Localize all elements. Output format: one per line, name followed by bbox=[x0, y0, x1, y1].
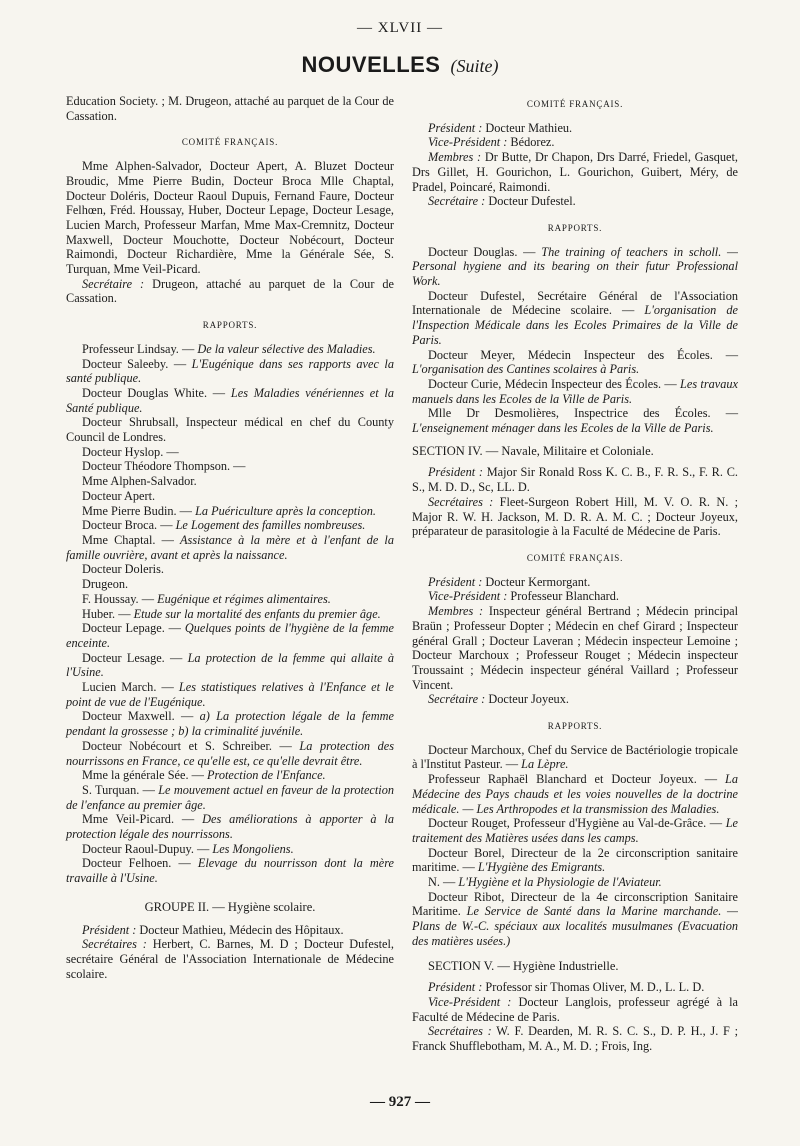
left-report-list bbox=[66, 342, 394, 886]
report-author: Drugeon. bbox=[82, 577, 129, 592]
report-title: Le Service de Santé dans la Marine marchande. — Plans de W.-C. spéciaux aux localités musulmanes (Evacuation des matières usées.) bbox=[412, 904, 738, 948]
report-title: Les travaux manuels dans les Ecoles de la Ville de Paris. bbox=[412, 376, 738, 406]
report-author: Docteur Apert. bbox=[82, 488, 156, 503]
label: Membres : bbox=[428, 604, 484, 619]
intro-text: Education Society. ; M. Drugeon, attaché au parquet de la Cour de Cassation. bbox=[66, 94, 394, 123]
report-entry bbox=[412, 890, 738, 949]
report-entry bbox=[412, 772, 738, 816]
value: Drugeon, attaché au parquet de la Cour de Cassation. bbox=[66, 276, 395, 306]
s5-secretaries bbox=[412, 1024, 738, 1053]
report-title: L'enseignement ménager dans les Ecoles de la Ville de Paris. bbox=[412, 421, 714, 436]
groupe-secretaries bbox=[66, 937, 394, 981]
report-author: Docteur Curie, Médecin Inspecteur des Écoles. — bbox=[428, 376, 677, 391]
report-author: Lucien March. — bbox=[82, 680, 174, 695]
s4-report-list bbox=[412, 743, 738, 949]
report-author: Docteur Douglas. — bbox=[428, 244, 536, 259]
report-entry bbox=[66, 592, 394, 607]
report-title: La protection des nourrissons en France, ce qu'elle est, ce qu'elle devrait être. bbox=[66, 738, 394, 768]
secretary-line bbox=[412, 194, 738, 209]
s4-rapports-heading: RAPPORTS. bbox=[547, 721, 603, 732]
report-entry bbox=[66, 768, 394, 783]
value: Docteur Mathieu. bbox=[485, 120, 573, 135]
report-entry bbox=[412, 743, 738, 772]
s5-vp bbox=[412, 995, 738, 1024]
report-title: L'organisation de l'Inspection Médicale dans les Ecoles Primaires de la Ville de Paris. bbox=[412, 303, 738, 347]
report-author: Docteur Saleeby. — bbox=[82, 356, 187, 371]
label: Secrétaires : bbox=[428, 1024, 492, 1039]
report-entry bbox=[412, 875, 738, 890]
report-entry bbox=[66, 680, 394, 709]
label: Président : bbox=[428, 574, 483, 589]
report-author: Docteur Lepage. — bbox=[82, 621, 181, 636]
report-author: Docteur Rouget, Professeur d'Hygiène au Val-de-Grâce. — bbox=[428, 816, 723, 831]
report-title: Les Mongoliens. bbox=[212, 841, 294, 856]
report-author: Huber. — bbox=[82, 606, 131, 621]
report-author: S. Turquan. — bbox=[82, 782, 155, 797]
report-entry bbox=[66, 357, 394, 386]
value: Docteur Langlois, professeur agrégé à la Faculté de Médecine de Paris. bbox=[412, 994, 739, 1024]
report-title: Protection de l'Enfance. bbox=[206, 768, 326, 783]
label: Vice-Président : bbox=[428, 994, 512, 1009]
report-author: F. Houssay. — bbox=[82, 591, 155, 606]
report-title: L'Hygiène et la Physiologie de l'Aviateur. bbox=[458, 875, 662, 890]
report-author: Docteur Nobécourt et S. Schreiber. — bbox=[82, 738, 292, 753]
report-entry bbox=[412, 816, 738, 845]
members-line bbox=[412, 150, 738, 194]
s4-secretaries bbox=[412, 495, 738, 539]
title-suffix: (Suite) bbox=[450, 56, 499, 76]
report-entry bbox=[66, 709, 394, 738]
label: Vice-Président : bbox=[428, 135, 508, 150]
report-entry bbox=[412, 245, 738, 289]
comite-secretary bbox=[66, 277, 394, 306]
report-author: Docteur Hyslop. — bbox=[82, 444, 179, 459]
label: Secrétaires : bbox=[82, 937, 147, 952]
report-author: Docteur Meyer, Médecin Inspecteur des Écoles. — bbox=[428, 347, 738, 362]
report-title: La Lèpre. bbox=[521, 757, 569, 772]
report-entry bbox=[66, 783, 394, 812]
value: Bédorez. bbox=[510, 135, 555, 150]
report-author: Docteur Doleris. bbox=[82, 562, 164, 577]
value: Docteur Mathieu, Médecin des Hôpitaux. bbox=[139, 922, 344, 937]
page-title bbox=[0, 52, 800, 78]
report-author: Mme Pierre Budin. — bbox=[82, 503, 192, 518]
comite-heading: COMITÉ FRANÇAIS. bbox=[181, 137, 279, 148]
report-author: Docteur Dufestel, Secrétaire Général de l'Association Internationale de Médecine scolaire. — bbox=[412, 288, 738, 318]
report-entry bbox=[66, 445, 394, 460]
section-iv-heading: SECTION IV. — Navale, Militaire et Coloniale. bbox=[412, 443, 654, 458]
report-author: Professeur Raphaël Blanchard et Docteur Joyeux. — bbox=[428, 772, 718, 787]
value: Herbert, C. Barnes, M. D ; Docteur Dufestel, secrétaire Général de l'Association Internationale de Médecine scolaire. bbox=[66, 937, 394, 981]
report-entry bbox=[66, 651, 394, 680]
label: Secrétaires : bbox=[428, 494, 494, 509]
rapports-heading: RAPPORTS. bbox=[547, 222, 603, 233]
report-author: Docteur Broca. — bbox=[82, 518, 173, 533]
value: Professor sir Thomas Oliver, M. D., L. L. D. bbox=[485, 980, 705, 995]
vice-president-line bbox=[412, 135, 738, 150]
label: Président : bbox=[428, 465, 483, 480]
report-author: Docteur Raoul-Dupuy. — bbox=[82, 841, 210, 856]
report-title: La Médecine des Pays chauds et les voies nouvelles de la doctrine médicale. — Les Arthropodes et la transmission des Maladies. bbox=[412, 772, 738, 816]
label: Vice-Président : bbox=[428, 589, 508, 604]
left-column bbox=[66, 94, 394, 981]
report-entry bbox=[66, 415, 394, 444]
report-title: L'organisation des Cantines scolaires à Paris. bbox=[412, 362, 640, 377]
label: Membres : bbox=[428, 150, 482, 165]
report-entry bbox=[66, 577, 394, 592]
report-title: Etude sur la mortalité des enfants du premier âge. bbox=[133, 606, 381, 621]
report-author: Docteur Maxwell. — bbox=[82, 709, 194, 724]
report-author: Mme Chaptal. — bbox=[82, 532, 174, 547]
s4-cf-members bbox=[412, 604, 738, 692]
comite-heading: COMITÉ FRANÇAIS. bbox=[526, 99, 624, 109]
report-author: Docteur Théodore Thompson. — bbox=[82, 459, 246, 474]
label: Président : bbox=[82, 922, 137, 937]
report-title: Assistance à la mère et à l'enfant de la famille ouvrière, avant et après la naissance. bbox=[66, 532, 394, 562]
report-entry bbox=[412, 348, 738, 377]
report-title: Les Maladies vénériennes et la Santé publique. bbox=[66, 385, 394, 415]
report-entry bbox=[66, 812, 394, 841]
value: Docteur Dufestel. bbox=[488, 194, 576, 209]
report-entry bbox=[66, 842, 394, 857]
report-title: Les statistiques relatives à l'Enfance et le point de vue de l'Eugénique. bbox=[66, 680, 394, 709]
report-title: Eugénique et régimes alimentaires. bbox=[157, 591, 331, 606]
label: Secrétaire : bbox=[428, 194, 486, 209]
report-author: Docteur Felhoen. — bbox=[82, 856, 191, 871]
s4-cf-vp bbox=[412, 589, 738, 604]
report-entry bbox=[412, 289, 738, 348]
report-author: Docteur Douglas White. — bbox=[82, 385, 226, 400]
report-title: Le mouvement actuel en faveur de la protection de l'enfance au premier âge. bbox=[66, 782, 394, 812]
report-entry bbox=[66, 562, 394, 577]
value: Docteur Kermorgant. bbox=[485, 574, 591, 589]
report-author: Docteur Lesage. — bbox=[82, 650, 183, 665]
report-entry bbox=[66, 533, 394, 562]
report-author: Mme Veil-Picard. — bbox=[82, 812, 195, 827]
s4-cf-president bbox=[412, 575, 738, 590]
report-title: a) La protection légale de la femme pendant la grossesse ; b) la criminalité juvénile. bbox=[66, 709, 394, 739]
report-entry bbox=[66, 621, 394, 650]
report-entry bbox=[66, 489, 394, 504]
report-entry bbox=[66, 518, 394, 533]
value: W. F. Dearden, M. R. S. C. S., D. P. H., J. F ; Franck Shufflebotham, M. A., M. D. ; Frois, Ing. bbox=[412, 1024, 738, 1054]
report-author: Mme Alphen-Salvador. bbox=[82, 474, 197, 489]
value: Professeur Blanchard. bbox=[510, 589, 619, 604]
report-title: The training of teachers in scholl. — Personal hygiene and its bearing on their futur Professional Work. bbox=[412, 244, 738, 289]
report-title: La protection de la femme qui allaite à l'Usine. bbox=[66, 650, 394, 680]
s4-president bbox=[412, 465, 738, 494]
report-entry bbox=[66, 386, 394, 415]
report-author: Docteur Borel, Directeur de la 2e circonscription sanitaire maritime. — bbox=[412, 845, 738, 875]
report-title: Quelques points de l'hygiène de la femme enceinte. bbox=[66, 621, 395, 650]
report-entry bbox=[66, 607, 394, 622]
report-author: Mme la générale Sée. — bbox=[82, 768, 204, 783]
s4-comite-heading: COMITÉ FRANÇAIS. bbox=[526, 552, 624, 563]
report-title: L'Hygiène des Emigrants. bbox=[477, 860, 606, 875]
report-title: Le Logement des familles nombreuses. bbox=[175, 518, 366, 533]
label: Président : bbox=[428, 980, 483, 995]
report-entry bbox=[412, 377, 738, 406]
report-author: Mlle Dr Desmolières, Inspectrice des Écoles. — bbox=[428, 406, 738, 421]
groupe-heading: GROUPE II. — Hygiène scolaire. bbox=[144, 899, 316, 914]
label: Secrétaire : bbox=[82, 276, 145, 291]
label: Secrétaire : bbox=[428, 692, 486, 707]
report-entry bbox=[412, 406, 738, 435]
right-column bbox=[412, 94, 738, 1054]
right-report-list bbox=[412, 245, 738, 436]
title-text: NOUVELLES bbox=[301, 52, 441, 77]
president-line bbox=[412, 121, 738, 136]
report-title: De la valeur sélective des Maladies. bbox=[197, 341, 376, 356]
value: Dr Butte, Dr Chapon, Drs Darré, Friedel, Gasquet, Drs Gillet, H. Gourichon, L. Gourichon, Guibert, Méry, de Pradel, Poincaré, Raimondi. bbox=[412, 150, 738, 194]
report-entry bbox=[66, 459, 394, 474]
report-author: N. — bbox=[428, 875, 456, 890]
page-number: — 927 — bbox=[370, 1094, 430, 1110]
report-title: La Puériculture après la conception. bbox=[195, 503, 376, 518]
report-entry bbox=[66, 342, 394, 357]
report-entry bbox=[66, 856, 394, 885]
report-title: Des améliorations à apporter à la protection légale des nourrissons. bbox=[66, 812, 394, 842]
comite-members: Mme Alphen-Salvador, Docteur Apert, A. Bluzet Docteur Broudic, Mme Pierre Budin, Docteur Broca Mlle Chaptal, Docteur Doléris, Docteur Raoul Dupuis, Fernand Faure, Docteur Felhœn, Fréd. Houssay, Huber, Docteur Lepage, Docteur Lesage, Lucien March, Professeur Marfan, Mme Max-Cremnitz, Docteur Maxwell, Docteur Mouchotte, Docteur Nobécourt, Docteur Raimondi, Docteur Richardière, Mme la Générale Sée, S. Turquan, Mme Veil-Picard. bbox=[66, 159, 394, 277]
rapports-heading: RAPPORTS. bbox=[202, 320, 258, 331]
s4-cf-secretary bbox=[412, 692, 738, 707]
report-entry bbox=[412, 846, 738, 875]
report-author: Professeur Lindsay. — bbox=[82, 341, 195, 356]
report-title: L'Eugénique dans ses rapports avec la santé publique. bbox=[66, 356, 394, 386]
report-entry bbox=[66, 504, 394, 519]
groupe-president bbox=[66, 923, 394, 938]
report-title: Le traitement des Matières usées dans les camps. bbox=[412, 816, 738, 845]
value: Fleet-Surgeon Robert Hill, M. V. O. R. N. ; Major R. W. H. Jackson, M. D. R. A. M. C. ; Docteur Joyeux, préparateur de parasitologie à la Faculté de Médecine de Paris. bbox=[412, 494, 739, 539]
report-author: Docteur Ribot, Directeur de la 4e circonscription Sanitaire Maritime. bbox=[412, 889, 738, 919]
value: Major Sir Ronald Ross K. C. B., F. R. S., F. R. C. S., M. D. D., Sc, LL. D. bbox=[412, 465, 738, 495]
label: Président : bbox=[428, 120, 483, 135]
report-entry bbox=[66, 739, 394, 768]
value: Docteur Joyeux. bbox=[488, 692, 569, 707]
value: Inspecteur général Bertrand ; Médecin principal Braün ; Professeur Dopter ; Médecin en chef Girard ; Inspecteur général Grall ; Docteur Laveran ; Médecin inspecteur Lemoine ; Docteur Marchoux ; Professeur Rouget ; Médecin inspecteur Troussaint ; Médecin inspecteur général Vaillard ; Professeur Vincent. bbox=[412, 604, 738, 692]
report-author: Docteur Shrubsall, Inspecteur médical en chef du County Council de Londres. bbox=[66, 415, 394, 445]
roman-page-number: — XLVII — bbox=[357, 20, 443, 36]
s5-president bbox=[412, 980, 738, 995]
report-entry bbox=[66, 474, 394, 489]
report-author: Docteur Marchoux, Chef du Service de Bactériologie tropicale à l'Institut Pasteur. — bbox=[412, 742, 738, 772]
report-title: Elevage du nourrisson dont la mère travaille à l'Usine. bbox=[66, 856, 395, 886]
section-v-heading: SECTION V. — Hygiène Industrielle. bbox=[428, 958, 619, 973]
